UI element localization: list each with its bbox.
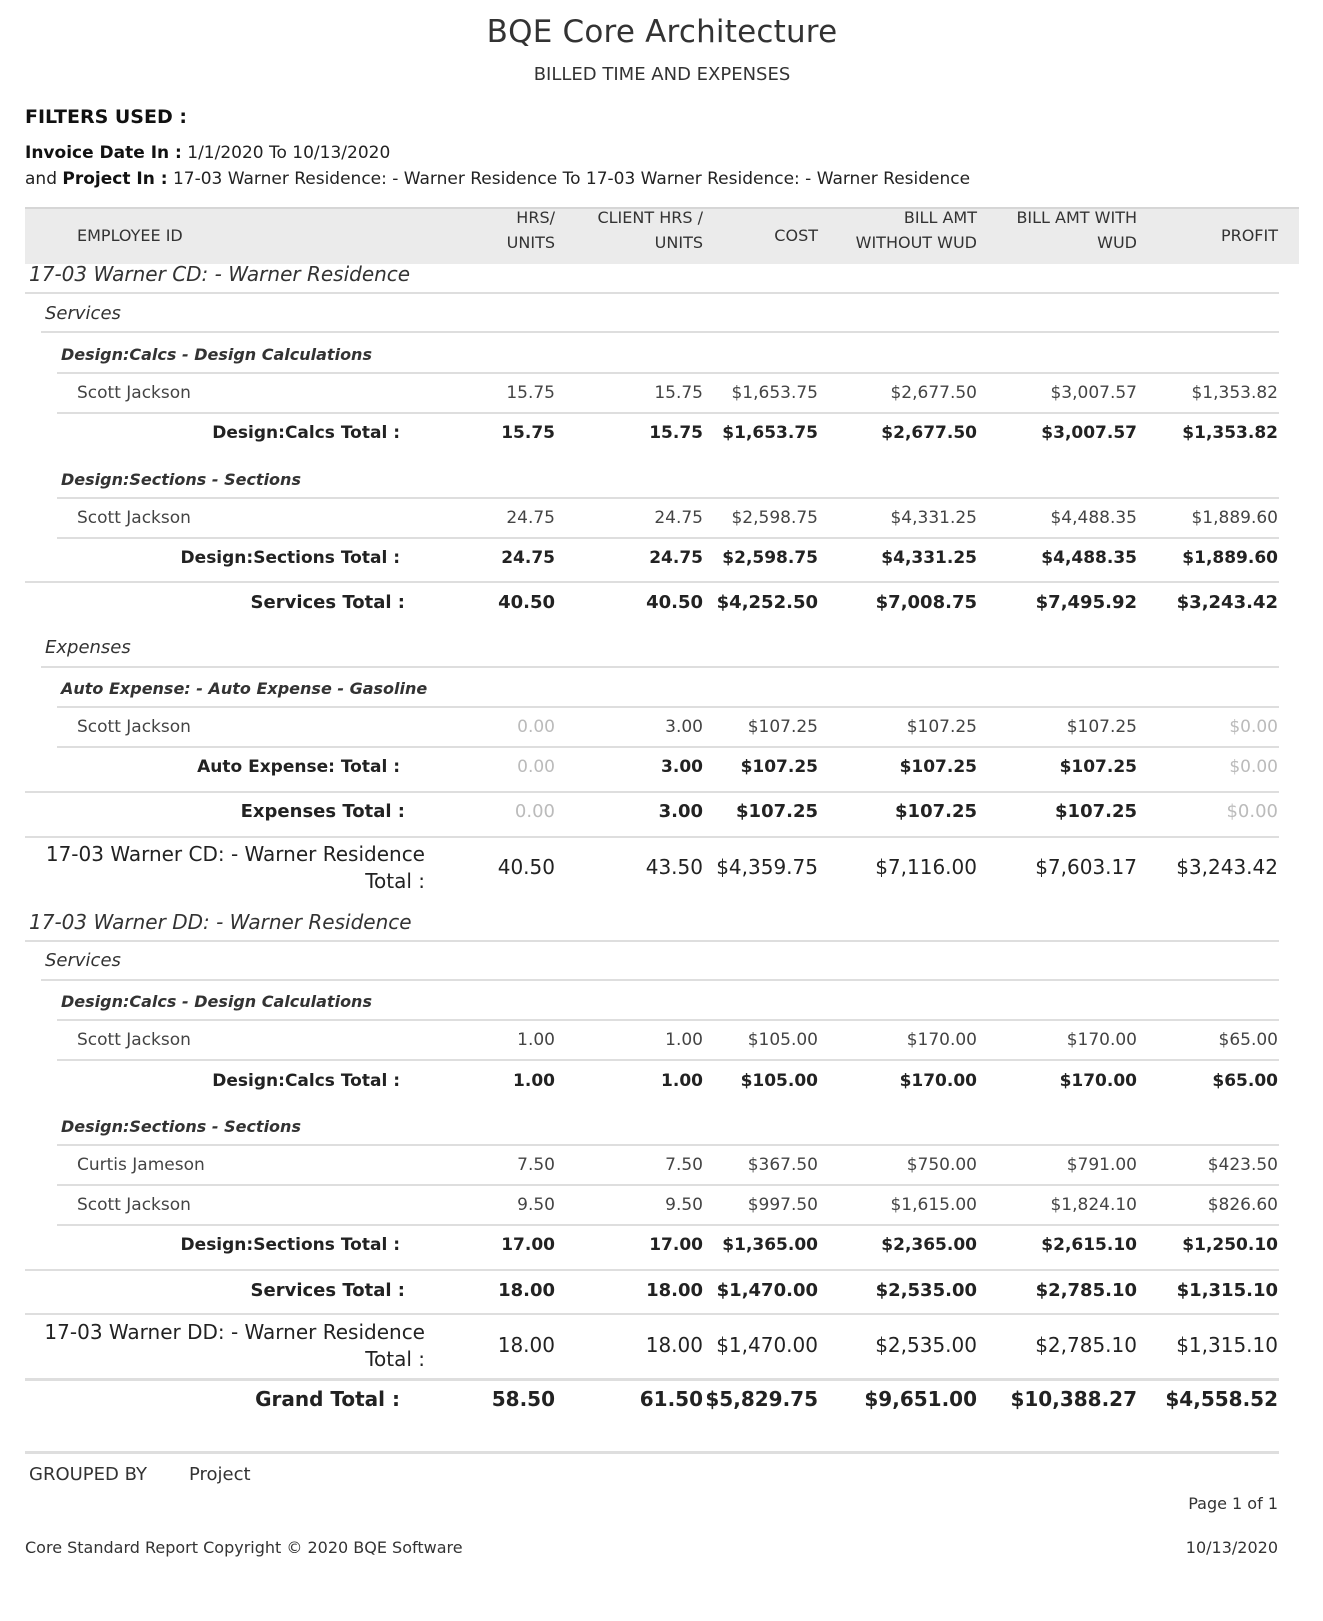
bill-wo-value: $1,615.00 (890, 1195, 977, 1215)
hrs-value: 1.00 (517, 1030, 555, 1050)
cost-value: $2,598.75 (731, 508, 818, 528)
profit-value: $826.60 (1207, 1195, 1278, 1215)
client-hrs-value: 18.00 (645, 1333, 703, 1357)
cost-value: $997.50 (747, 1195, 818, 1215)
employee-name: Scott Jackson (77, 383, 191, 403)
copyright-text: Core Standard Report Copyright © 2020 BQE Software (25, 1538, 463, 1557)
col-bill-w-line2: WUD (1097, 233, 1137, 252)
client-hrs-value: 3.00 (661, 757, 703, 777)
client-hrs-value: 1.00 (665, 1030, 703, 1050)
profit-value: $1,315.10 (1176, 1333, 1278, 1357)
bill-wo-value: $107.25 (906, 717, 977, 737)
client-hrs-value: 9.50 (665, 1195, 703, 1215)
hrs-value: 7.50 (517, 1155, 555, 1175)
bill-wo-value: $4,331.25 (881, 548, 977, 568)
bill-wo-value: $7,116.00 (875, 855, 977, 879)
activity-label: Design:Calcs - Design Calculations (61, 992, 372, 1011)
bill-w-value: $2,785.10 (1035, 1333, 1137, 1357)
grouped-by-label: GROUPED BY (29, 1464, 147, 1485)
divider (25, 836, 1279, 838)
bill-w-value: $791.00 (1066, 1155, 1137, 1175)
divider (57, 1184, 1279, 1186)
bill-wo-value: $9,651.00 (864, 1387, 977, 1411)
divider (41, 666, 1279, 668)
cost-value: $105.00 (740, 1071, 818, 1091)
col-employee-id: EMPLOYEE ID (77, 226, 183, 245)
filter-value: 1/1/2020 To 10/13/2020 (181, 143, 391, 163)
bill-w-value: $10,388.27 (1010, 1387, 1137, 1411)
page-number: Page 1 of 1 (1188, 1494, 1278, 1513)
footer-divider (25, 1451, 1279, 1454)
client-hrs-value: 43.50 (645, 855, 703, 879)
bill-w-value: $107.25 (1066, 717, 1137, 737)
subtotal-label: Design:Sections Total : (180, 1235, 400, 1255)
cost-value: $2,598.75 (722, 548, 818, 568)
col-cost: COST (774, 226, 818, 245)
subtotal-label: Design:Sections Total : (180, 548, 400, 568)
cost-value: $107.25 (747, 717, 818, 737)
project-total-label-line2: Total : (365, 869, 425, 893)
col-bill-w-line1: BILL AMT WITH (1016, 208, 1137, 227)
bill-w-value: $1,824.10 (1050, 1195, 1137, 1215)
profit-value: $3,243.42 (1176, 855, 1278, 879)
project-total-label (46, 841, 425, 895)
bill-wo-value: $107.25 (895, 801, 977, 822)
hrs-value: 17.00 (501, 1235, 555, 1255)
col-profit: PROFIT (1220, 226, 1278, 245)
report-date: 10/13/2020 (1185, 1538, 1278, 1557)
bill-w-value: $7,603.17 (1035, 855, 1137, 879)
hrs-value: 0.00 (517, 717, 555, 737)
col-bill-wo-line1: BILL AMT (903, 208, 977, 227)
client-hrs-value: 17.00 (649, 1235, 703, 1255)
project-total-label-line2: Total : (365, 1347, 425, 1371)
divider (25, 1269, 1279, 1271)
category-label: Services (45, 950, 121, 971)
profit-value: $0.00 (1229, 757, 1278, 777)
col-bill-amt-without-wud (856, 205, 977, 255)
divider (57, 412, 1279, 414)
bill-wo-value: $107.25 (899, 757, 977, 777)
profit-value: $423.50 (1207, 1155, 1278, 1175)
employee-name: Curtis Jameson (77, 1155, 205, 1175)
filter-project (25, 169, 970, 189)
cost-value: $367.50 (747, 1155, 818, 1175)
col-bill-amt-with-wud (1016, 205, 1137, 255)
hrs-value: 40.50 (497, 855, 555, 879)
divider (57, 372, 1279, 374)
hrs-value: 15.75 (506, 383, 555, 403)
cost-value: $1,653.75 (731, 383, 818, 403)
bill-wo-value: $7,008.75 (875, 592, 977, 613)
project-total-label-line1: 17-03 Warner CD: - Warner Residence (45, 842, 425, 866)
filters-heading: FILTERS USED : (25, 106, 187, 128)
client-hrs-value: 40.50 (646, 592, 703, 613)
project-group-label: 17-03 Warner DD: - Warner Residence (29, 910, 412, 934)
hrs-value: 24.75 (501, 548, 555, 568)
subtotal-label: Design:Calcs Total : (212, 423, 400, 443)
filter-label: Invoice Date In : (25, 143, 182, 163)
hrs-value: 0.00 (517, 757, 555, 777)
col-client-line1: CLIENT HRS / (597, 208, 703, 227)
hrs-value: 15.75 (501, 423, 555, 443)
divider (41, 979, 1279, 981)
cost-value: $1,470.00 (716, 1280, 818, 1301)
profit-value: $0.00 (1229, 717, 1278, 737)
client-hrs-value: 1.00 (661, 1071, 703, 1091)
col-client-line2: UNITS (654, 233, 703, 252)
bill-wo-value: $170.00 (906, 1030, 977, 1050)
profit-value: $1,353.82 (1191, 383, 1278, 403)
bill-w-value: $2,615.10 (1041, 1235, 1137, 1255)
cost-value: $1,365.00 (722, 1235, 818, 1255)
divider (25, 292, 1279, 294)
divider (57, 746, 1279, 748)
client-hrs-value: 7.50 (665, 1155, 703, 1175)
cost-value: $4,359.75 (716, 855, 818, 879)
cost-value: $107.25 (740, 757, 818, 777)
filter-invoice-date (25, 143, 390, 163)
grouped-by-value: Project (189, 1464, 251, 1485)
employee-name: Scott Jackson (77, 1195, 191, 1215)
bill-wo-value: $170.00 (899, 1071, 977, 1091)
bill-w-value: $4,488.35 (1041, 548, 1137, 568)
bill-w-value: $107.25 (1055, 801, 1137, 822)
col-hrs-units (507, 205, 555, 255)
project-group-label: 17-03 Warner CD: - Warner Residence (29, 262, 411, 286)
divider (25, 791, 1279, 793)
divider (25, 1313, 1279, 1315)
hrs-value: 18.00 (497, 1333, 555, 1357)
cost-value: $107.25 (736, 801, 818, 822)
bill-wo-value: $2,535.00 (875, 1333, 977, 1357)
divider (57, 497, 1279, 499)
hrs-value: 9.50 (517, 1195, 555, 1215)
col-hrs-line1: HRS/ (516, 208, 555, 227)
category-total-label: Expenses Total : (240, 801, 405, 822)
filter-prefix: and (25, 169, 63, 189)
bill-w-value: $7,495.92 (1035, 592, 1137, 613)
table-header (25, 207, 1299, 264)
profit-value: $3,243.42 (1176, 592, 1278, 613)
cost-value: $5,829.75 (705, 1387, 818, 1411)
employee-name: Scott Jackson (77, 1030, 191, 1050)
bill-w-value: $170.00 (1066, 1030, 1137, 1050)
category-total-label: Services Total : (250, 592, 405, 613)
divider (41, 331, 1279, 333)
cost-value: $1,470.00 (716, 1333, 818, 1357)
activity-label: Design:Sections - Sections (61, 470, 301, 489)
cost-value: $4,252.50 (716, 592, 818, 613)
activity-label: Design:Sections - Sections (61, 1117, 301, 1136)
hrs-value: 24.75 (506, 508, 555, 528)
divider (57, 1224, 1279, 1226)
client-hrs-value: 15.75 (649, 423, 703, 443)
profit-value: $4,558.52 (1165, 1387, 1278, 1411)
bill-w-value: $107.25 (1059, 757, 1137, 777)
col-hrs-line2: UNITS (506, 233, 555, 252)
hrs-value: 58.50 (491, 1387, 555, 1411)
divider (25, 940, 1279, 942)
bill-w-value: $3,007.57 (1050, 383, 1137, 403)
project-total-label (44, 1319, 425, 1373)
bill-wo-value: $2,365.00 (881, 1235, 977, 1255)
col-client-hrs-units (597, 205, 703, 255)
client-hrs-value: 15.75 (654, 383, 703, 403)
activity-label: Design:Calcs - Design Calculations (61, 345, 372, 364)
report-title: BILLED TIME AND EXPENSES (533, 64, 791, 85)
bill-wo-value: $4,331.25 (890, 508, 977, 528)
hrs-value: 1.00 (513, 1071, 555, 1091)
employee-name: Scott Jackson (77, 717, 191, 737)
company-name: BQE Core Architecture (486, 14, 838, 50)
client-hrs-value: 24.75 (654, 508, 703, 528)
client-hrs-value: 61.50 (639, 1387, 703, 1411)
bill-w-value: $2,785.10 (1035, 1280, 1137, 1301)
divider (57, 1059, 1279, 1061)
divider (57, 1019, 1279, 1021)
bill-wo-value: $2,535.00 (875, 1280, 977, 1301)
profit-value: $65.00 (1212, 1071, 1278, 1091)
bill-w-value: $170.00 (1059, 1071, 1137, 1091)
profit-value: $1,315.10 (1176, 1280, 1278, 1301)
hrs-value: 40.50 (498, 592, 555, 613)
hrs-value: 0.00 (514, 801, 555, 822)
activity-label: Auto Expense: - Auto Expense - Gasoline (61, 679, 428, 698)
category-total-label: Services Total : (250, 1280, 405, 1301)
profit-value: $65.00 (1218, 1030, 1278, 1050)
bill-w-value: $4,488.35 (1050, 508, 1137, 528)
filter-label: Project In : (62, 169, 168, 189)
grand-total-label: Grand Total : (255, 1387, 400, 1411)
profit-value: $1,353.82 (1182, 423, 1278, 443)
subtotal-label: Design:Calcs Total : (212, 1071, 400, 1091)
bill-w-value: $3,007.57 (1041, 423, 1137, 443)
category-label: Expenses (45, 637, 131, 658)
bill-wo-value: $2,677.50 (890, 383, 977, 403)
col-bill-wo-line2: WITHOUT WUD (855, 233, 977, 252)
divider (25, 581, 1279, 583)
bill-wo-value: $750.00 (906, 1155, 977, 1175)
client-hrs-value: 3.00 (658, 801, 703, 822)
client-hrs-value: 24.75 (649, 548, 703, 568)
divider (57, 1144, 1279, 1146)
cost-value: $1,653.75 (722, 423, 818, 443)
cost-value: $105.00 (747, 1030, 818, 1050)
profit-value: $0.00 (1226, 801, 1278, 822)
client-hrs-value: 18.00 (646, 1280, 703, 1301)
category-label: Services (45, 303, 121, 324)
filter-value: 17-03 Warner Residence: - Warner Residence To 17-03 Warner Residence: - Warner Residence (167, 169, 971, 189)
subtotal-label: Auto Expense: Total : (197, 757, 400, 777)
profit-value: $1,250.10 (1182, 1235, 1278, 1255)
profit-value: $1,889.60 (1182, 548, 1278, 568)
hrs-value: 18.00 (498, 1280, 555, 1301)
employee-name: Scott Jackson (77, 508, 191, 528)
divider (25, 1378, 1279, 1381)
client-hrs-value: 3.00 (665, 717, 703, 737)
divider (57, 537, 1279, 539)
bill-wo-value: $2,677.50 (881, 423, 977, 443)
divider (57, 706, 1279, 708)
profit-value: $1,889.60 (1191, 508, 1278, 528)
project-total-label-line1: 17-03 Warner DD: - Warner Residence (44, 1320, 425, 1344)
